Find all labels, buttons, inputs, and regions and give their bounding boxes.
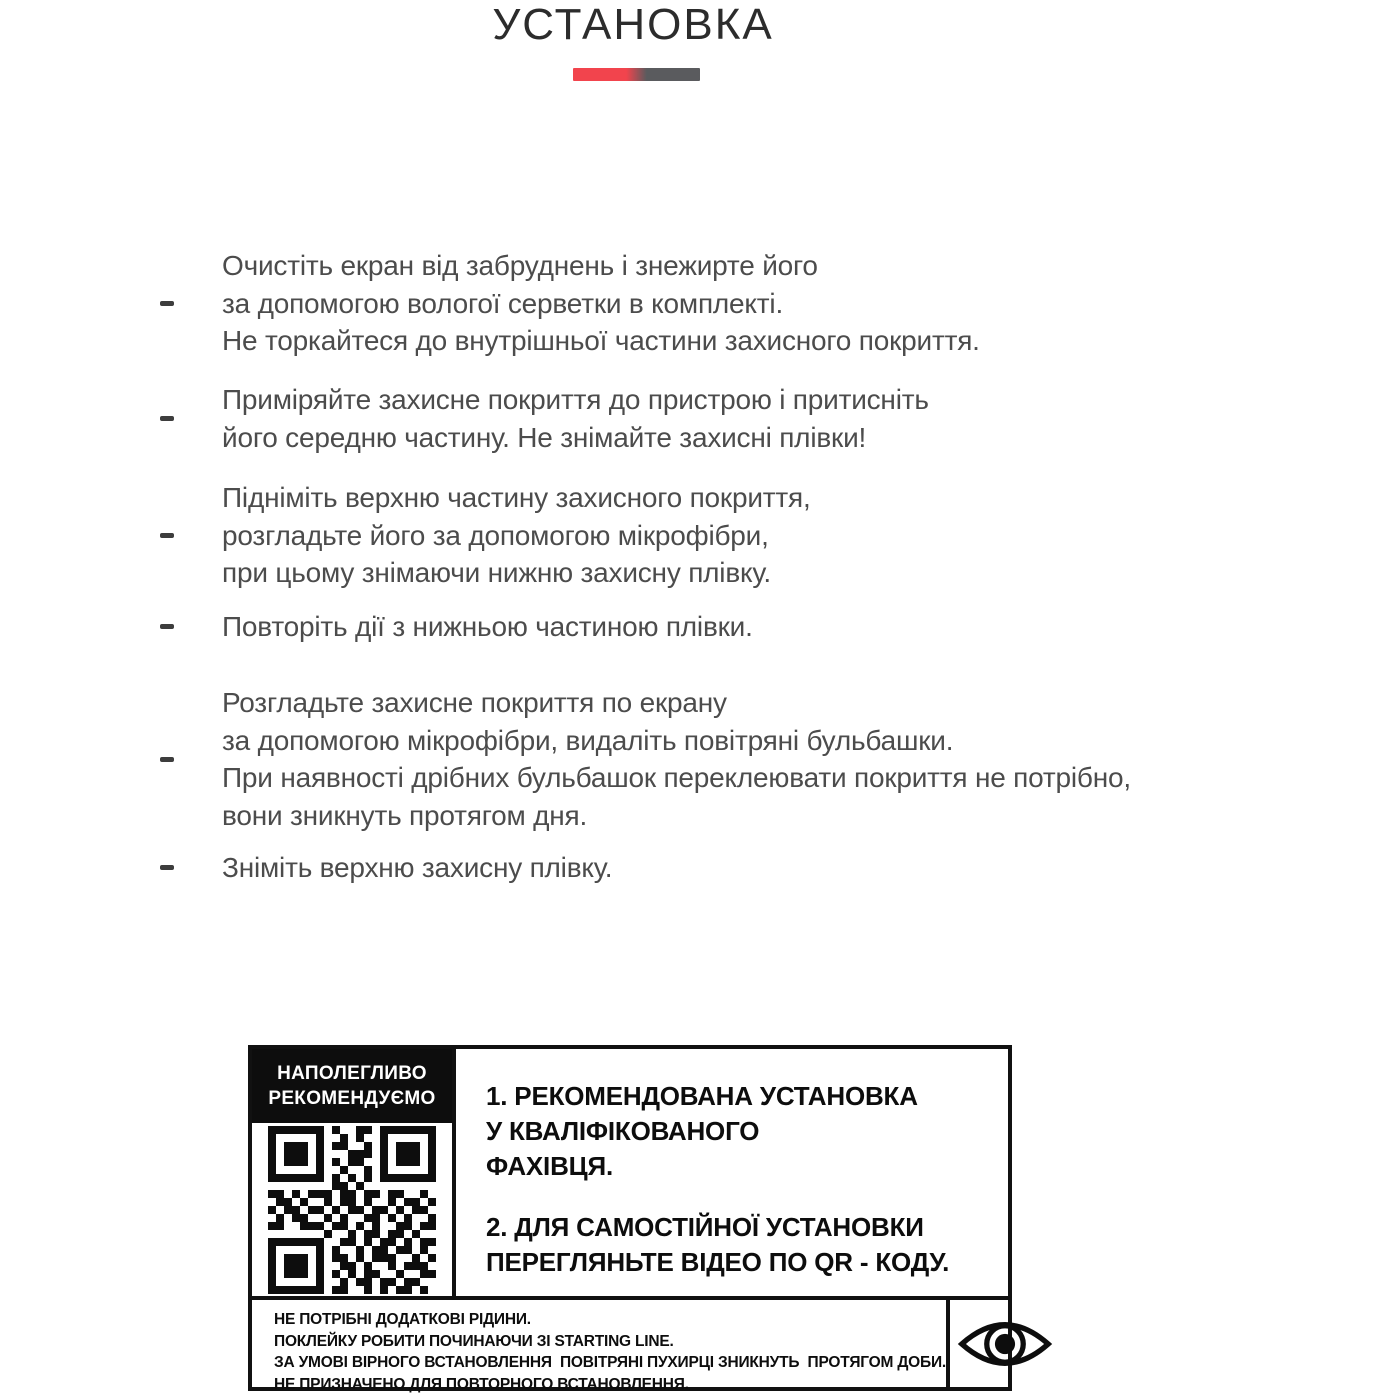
header-line: РЕКОМЕНДУЄМО (268, 1088, 436, 1109)
instruction-step-5 (160, 684, 1131, 834)
header-line: НАПОЛЕГЛИВО (277, 1063, 427, 1084)
recommendation-box-footer (252, 1296, 1008, 1393)
instruction-text: Підніміть верхню частину захисного покриття, розгладьте його за допомогою мікрофібри, при цьому знімаючи нижню захисну плівку. (222, 482, 811, 588)
instruction-step-1 (160, 247, 980, 360)
footer-note-line: НЕ ПРИЗНАЧЕНО ДЛЯ ПОВТОРНОГО ВСТАНОВЛЕННЯ. (274, 1375, 689, 1393)
eye-icon-cell (946, 1300, 1060, 1387)
instruction-text: Розгладьте захисне покриття по екрану за допомогою мікрофібри, видаліть повітряні бульбашки. При наявності дрібних бульбашок переклеювати покриття не потрібно, вони зникнуть протягом дня. (222, 687, 1131, 831)
instruction-step-6 (160, 849, 612, 887)
recommendation-box-top (252, 1049, 1008, 1296)
instruction-text: Повторіть дії з нижньою частиною плівки. (222, 611, 753, 642)
strongly-recommend-header (252, 1049, 452, 1123)
recommendation-box-right-cell (456, 1049, 1008, 1296)
recommendation-box (248, 1045, 1012, 1391)
instruction-text: Приміряйте захисне покриття до пристрою і притисніть його середню частину. Не знімайте захисні плівки! (222, 384, 929, 453)
recommendation-item-1: 1. РЕКОМЕНДОВАНА УСТАНОВКА У КВАЛІФІКОВАНОГО ФАХІВЦЯ. (486, 1081, 918, 1181)
instruction-text: Зніміть верхню захисну плівку. (222, 852, 613, 883)
qr-code-wrap (252, 1123, 452, 1296)
instruction-step-4 (160, 608, 753, 646)
recommendation-item-2: 2. ДЛЯ САМОСТІЙНОЇ УСТАНОВКИ ПЕРЕГЛЯНЬТЕ ВІДЕО ПО QR - КОДУ. (486, 1212, 950, 1277)
footer-note-line: ПОКЛЕЙКУ РОБИТИ ПОЧИНАЮЧИ ЗІ STARTING LINE. (274, 1332, 674, 1350)
dash-bullet-icon (160, 757, 174, 762)
dash-bullet-icon (160, 533, 174, 538)
recommendation-box-left-cell (252, 1049, 456, 1296)
dash-bullet-icon (160, 301, 174, 306)
footer-notes (252, 1300, 947, 1393)
dash-bullet-icon (160, 416, 174, 421)
instruction-step-3 (160, 479, 811, 592)
instruction-text: Очистіть екран від забруднень і знежирте його за допомогою вологої серветки в комплекті. Не торкайтеся до внутрішньої частини захисного покриття. (222, 250, 980, 356)
footer-note-line: НЕ ПОТРІБНІ ДОДАТКОВІ РІДИНИ. (274, 1311, 531, 1328)
footer-note-line: ЗА УМОВІ ВІРНОГО ВСТАНОВЛЕННЯ ПОВІТРЯНІ ПУХИРЦІ ЗНИКНУТЬ ПРОТЯГОМ ДОБИ. (274, 1354, 947, 1371)
dash-bullet-icon (160, 865, 174, 870)
dash-bullet-icon (160, 624, 174, 629)
eye-icon (957, 1313, 1053, 1375)
page-title: УСТАНОВКА (492, 0, 774, 49)
instruction-step-2 (160, 381, 929, 456)
title-divider-bar (573, 68, 700, 81)
qr-code-icon (268, 1126, 436, 1294)
